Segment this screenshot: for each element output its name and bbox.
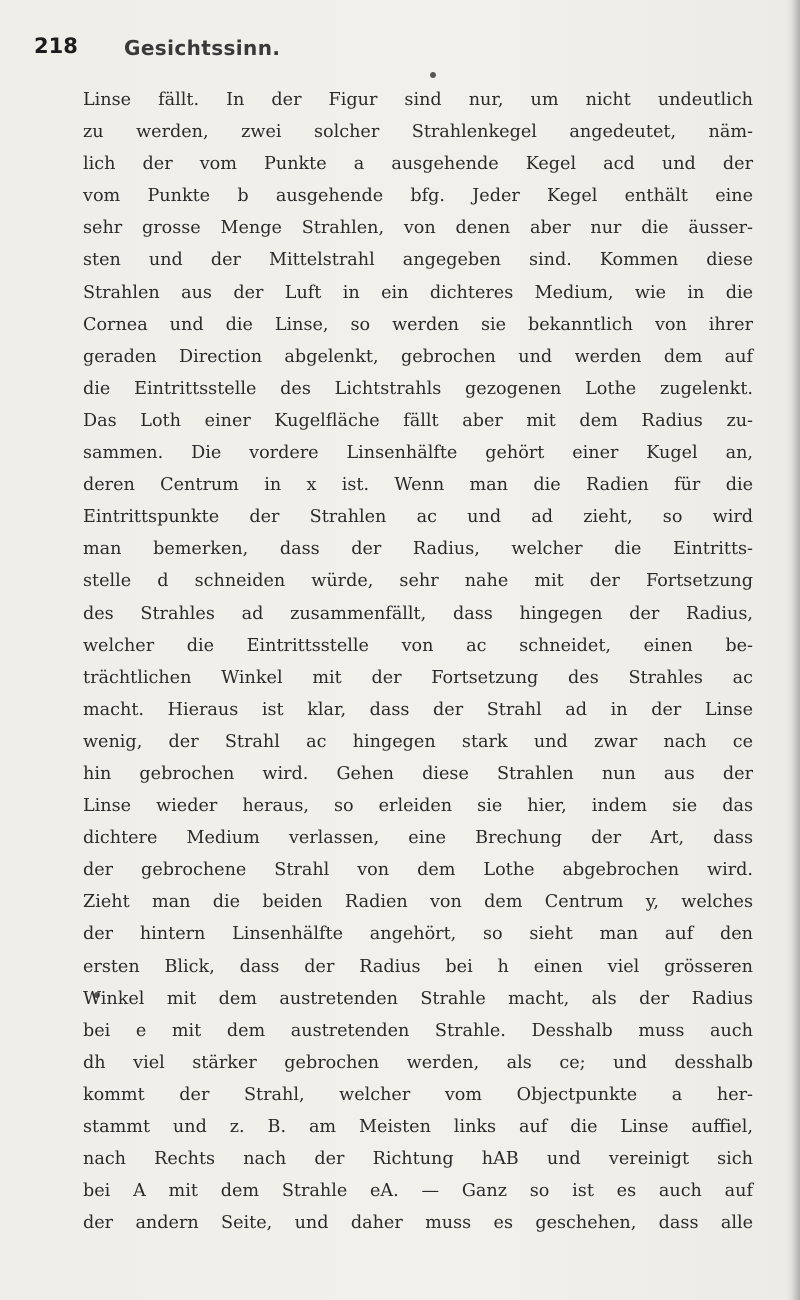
page-edge-shadow [786, 0, 800, 1300]
text-line: sammen. Die vordere Linsenhälfte gehört einer Kugel an, [83, 443, 753, 464]
text-line: des Strahles ad zusammenfällt, dass hingegen der Radius, [83, 603, 753, 624]
text-line: sehr grosse Menge Strahlen, von denen aber nur die äusser- [83, 218, 753, 239]
text-line: welcher die Eintrittsstelle von ac schneidet, einen be- [83, 635, 753, 656]
page-header [34, 34, 754, 64]
text-line: stelle d schneiden würde, sehr nahe mit der Fortsetzung [83, 571, 753, 592]
text-line: Eintrittspunkte der Strahlen ac und ad zieht, so wird [83, 507, 753, 528]
text-line: der hintern Linsenhälfte angehört, so sieht man auf den [83, 924, 753, 945]
text-line: deren Centrum in x ist. Wenn man die Radien für die [83, 475, 753, 496]
text-line: lich der vom Punkte a ausgehende Kegel acd und der [83, 154, 753, 175]
text-line: vom Punkte b ausgehende bfg. Jeder Kegel enthält eine [83, 186, 753, 207]
text-line: trächtlichen Winkel mit der Fortsetzung des Strahles ac [83, 667, 753, 688]
text-line: die Eintrittsstelle des Lichtstrahls gezogenen Lothe zugelenkt. [83, 378, 753, 399]
text-line: hin gebrochen wird. Gehen diese Strahlen nun aus der [83, 763, 753, 784]
ink-dot-mark [430, 72, 436, 78]
text-line: dichtere Medium verlassen, eine Brechung der Art, dass [83, 828, 753, 849]
text-line: nach Rechts nach der Richtung hAB und vereinigt sich [83, 1149, 753, 1170]
text-line: Cornea und die Linse, so werden sie bekanntlich von ihrer [83, 314, 753, 335]
text-line: bei e mit dem austretenden Strahle. Desshalb muss auch [83, 1020, 753, 1041]
text-line: sten und der Mittelstrahl angegeben sind. Kommen diese [83, 250, 753, 271]
text-line: ersten Blick, dass der Radius bei h einen viel grösseren [83, 956, 753, 977]
text-line: bei A mit dem Strahle eA. — Ganz so ist es auch auf [83, 1181, 753, 1202]
text-line: der gebrochene Strahl von dem Lothe abgebrochen wird. [83, 860, 753, 881]
text-line: kommt der Strahl, welcher vom Objectpunkte a her- [83, 1084, 753, 1105]
page-number: 218 [34, 34, 78, 58]
body-text [83, 84, 753, 1239]
text-line: Winkel mit dem austretenden Strahle macht, als der Radius [83, 988, 753, 1009]
running-head: Gesichtssinn. [124, 36, 281, 60]
text-line: zu werden, zwei solcher Strahlenkegel angedeutet, näm- [83, 122, 753, 143]
text-line: Strahlen aus der Luft in ein dichteres Medium, wie in die [83, 282, 753, 303]
text-line: Linse wieder heraus, so erleiden sie hier, indem sie das [83, 796, 753, 817]
text-line: der andern Seite, und daher muss es geschehen, dass alle [83, 1213, 753, 1234]
text-line: Das Loth einer Kugelfläche fällt aber mit dem Radius zu- [83, 410, 753, 431]
text-line: macht. Hieraus ist klar, dass der Strahl ad in der Linse [83, 699, 753, 720]
text-line: man bemerken, dass der Radius, welcher die Eintritts- [83, 539, 753, 560]
text-line: geraden Direction abgelenkt, gebrochen und werden dem auf [83, 346, 753, 367]
text-line: wenig, der Strahl ac hingegen stark und zwar nach ce [83, 731, 753, 752]
text-line: Zieht man die beiden Radien von dem Centrum y, welches [83, 892, 753, 913]
text-line: Linse fällt. In der Figur sind nur, um nicht undeutlich [83, 90, 753, 110]
text-line: dh viel stärker gebrochen werden, als ce; und desshalb [83, 1052, 753, 1073]
text-line: stammt und z. B. am Meisten links auf die Linse auffiel, [83, 1117, 753, 1137]
